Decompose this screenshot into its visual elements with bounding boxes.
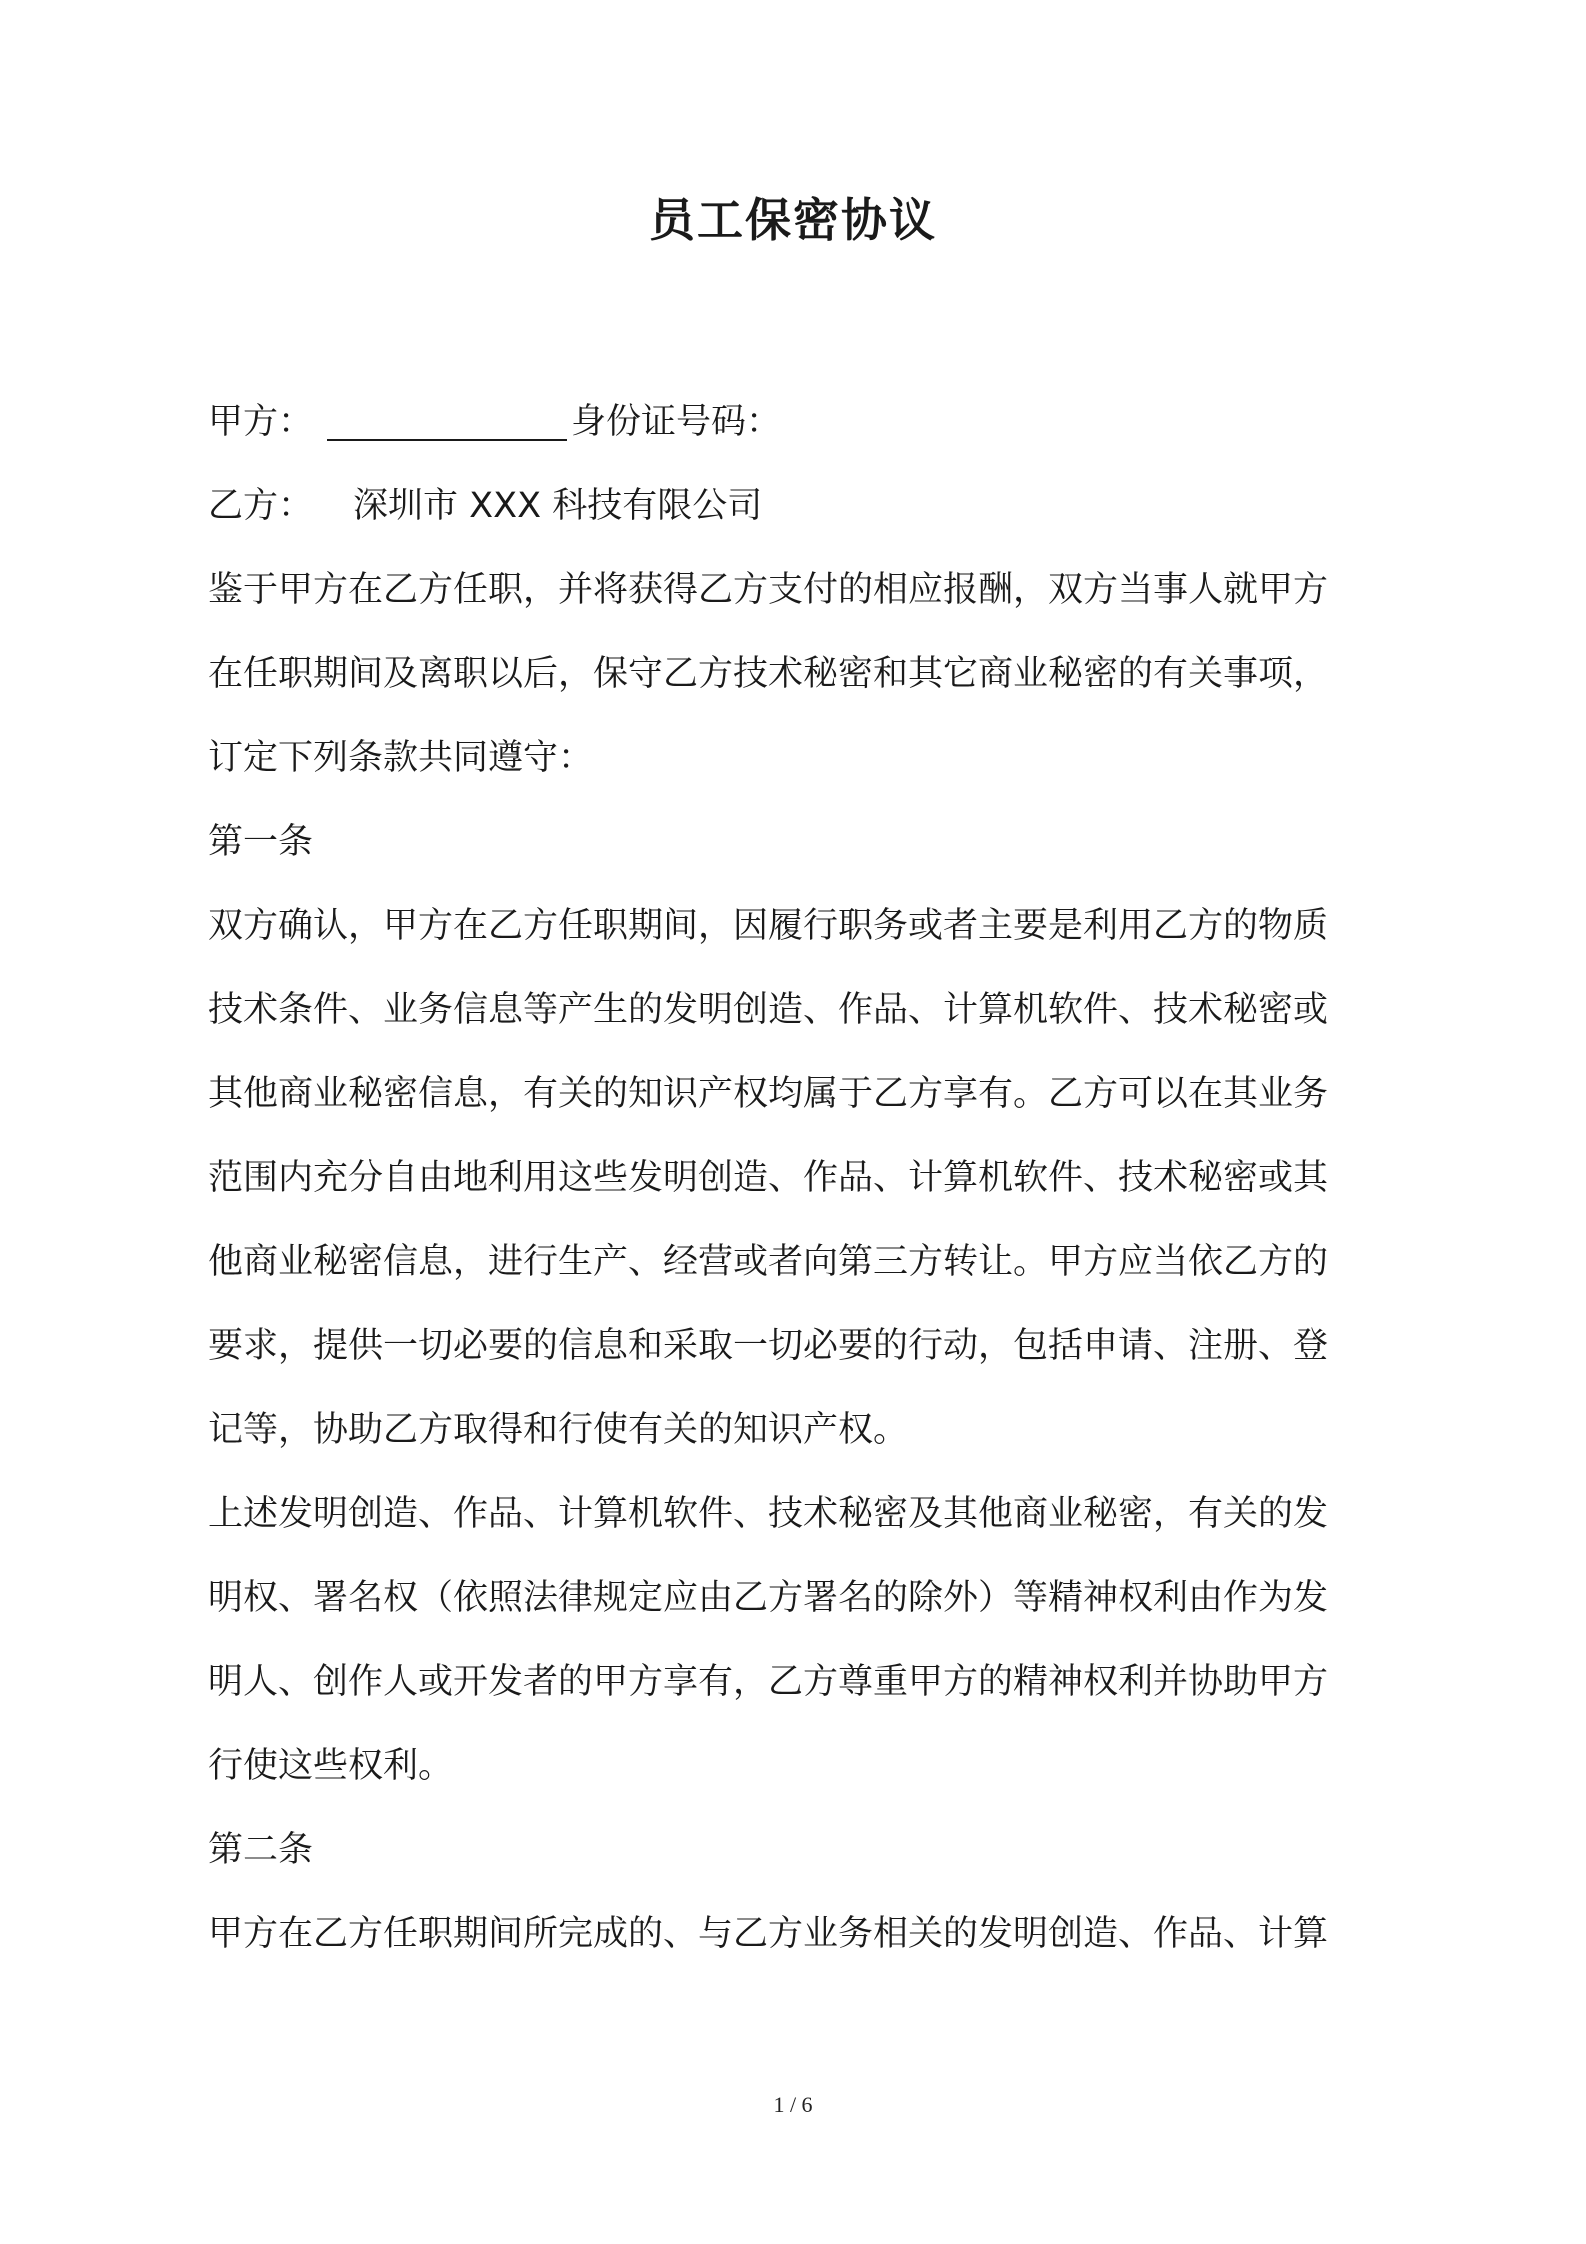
preamble-line: 在任职期间及离职以后，保守乙方技术秘密和其它商业秘密的有关事项， (208, 654, 1329, 694)
party-b-label: 乙方： (208, 486, 314, 526)
preamble (208, 548, 1396, 800)
paragraph-line: 记等，协助乙方取得和行使有关的知识产权。 (208, 1410, 909, 1450)
party-a-name-blank (327, 395, 567, 441)
paragraph-line: 甲方在乙方任职期间所完成的、与乙方业务相关的发明创造、作品、计算 (208, 1914, 1329, 1954)
document-body (208, 380, 1396, 1976)
article-1-paragraph-2 (208, 1472, 1396, 1808)
preamble-line: 订定下列条款共同遵守： (208, 738, 594, 778)
document-title: 员工保密协议 (649, 193, 937, 247)
party-a-id-label: 身份证号码： (571, 402, 782, 442)
preamble-line: 鉴于甲方在乙方任职，并将获得乙方支付的相应报酬，双方当事人就甲方 (208, 570, 1329, 610)
article-2-paragraph-1 (208, 1892, 1396, 1976)
party-b-line (208, 464, 1396, 548)
paragraph-line: 他商业秘密信息，进行生产、经营或者向第三方转让。甲方应当依乙方的 (208, 1242, 1329, 1282)
party-a-line (208, 380, 1396, 464)
paragraph-line: 双方确认，甲方在乙方任职期间，因履行职务或者主要是利用乙方的物质 (208, 906, 1329, 946)
page-number: 1 / 6 (773, 2092, 813, 2117)
paragraph-line: 上述发明创造、作品、计算机软件、技术秘密及其他商业秘密，有关的发 (208, 1494, 1329, 1534)
paragraph-line: 技术条件、业务信息等产生的发明创造、作品、计算机软件、技术秘密或 (208, 990, 1329, 1030)
article-2-heading: 第二条 (208, 1830, 314, 1870)
paragraph-line: 其他商业秘密信息，有关的知识产权均属于乙方享有。乙方可以在其业务 (208, 1074, 1329, 1114)
paragraph-line: 要求，提供一切必要的信息和采取一切必要的行动，包括申请、注册、登 (208, 1326, 1329, 1366)
party-b-name: 深圳市 XXX 科技有限公司 (353, 486, 763, 526)
paragraph-line: 明人、创作人或开发者的甲方享有，乙方尊重甲方的精神权利并协助甲方 (208, 1662, 1329, 1702)
paragraph-line: 范围内充分自由地利用这些发明创造、作品、计算机软件、技术秘密或其 (208, 1158, 1329, 1198)
paragraph-line: 行使这些权利。 (208, 1746, 454, 1786)
article-1-paragraph-1 (208, 884, 1396, 1472)
paragraph-line: 明权、署名权（依照法律规定应由乙方署名的除外）等精神权利由作为发 (208, 1578, 1329, 1618)
article-1-heading: 第一条 (208, 822, 314, 862)
party-a-label: 甲方： (208, 402, 314, 442)
